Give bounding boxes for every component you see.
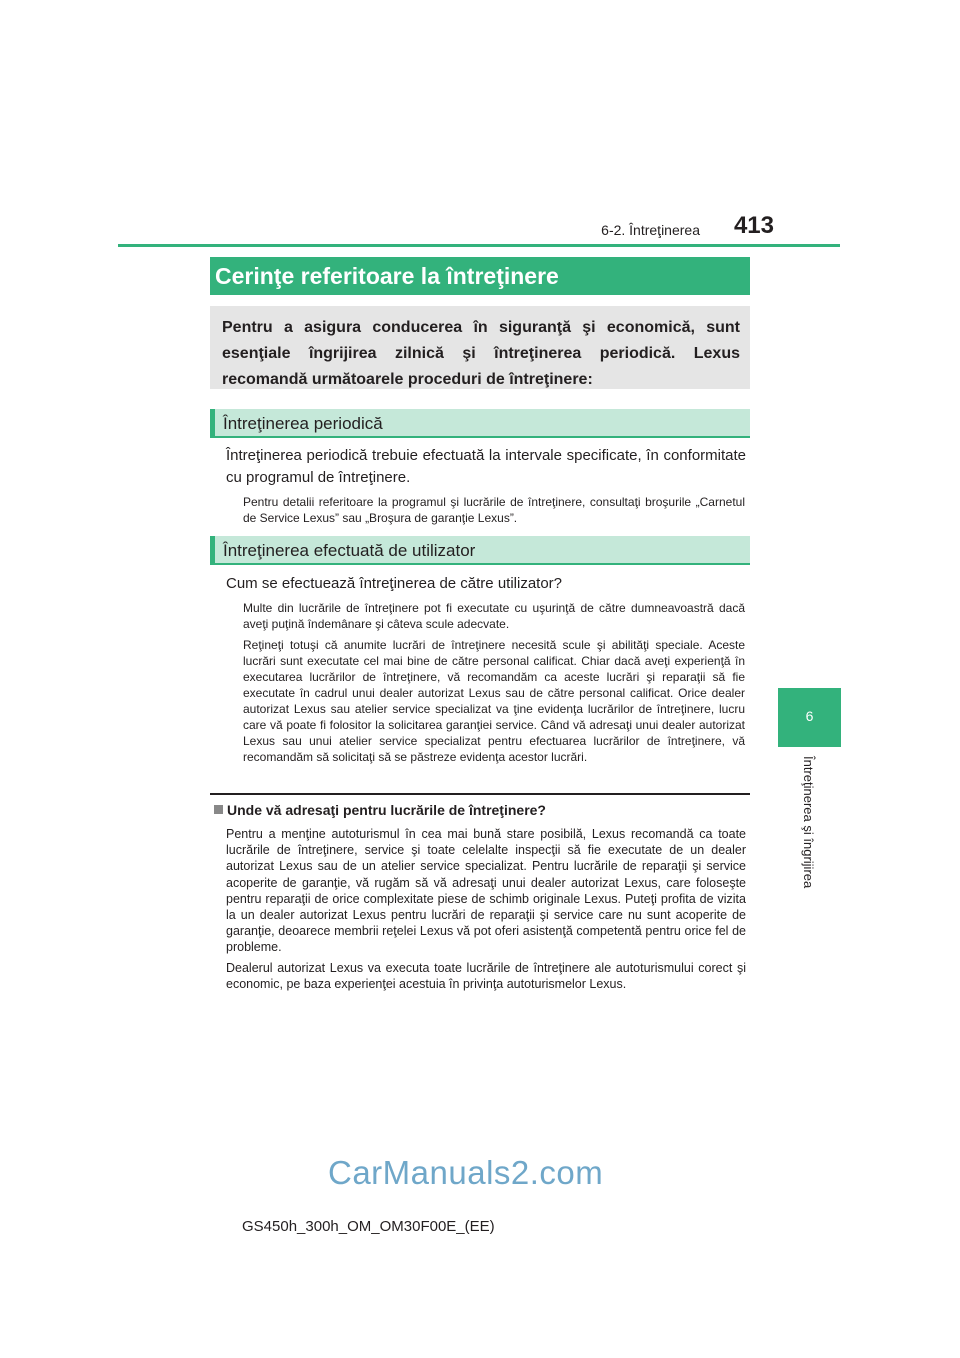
section-detail-periodic: Pentru detalii referitoare la programul şi lucrările de întreţinere, consultaţi broşurile „Carnetul de Service Lexus” sau „Broşura de garanţie Lexus”. — [243, 495, 745, 525]
section-heading-user: Întreţinerea efectuată de utilizator — [210, 536, 750, 565]
chapter-label: Întreţinerea şi îngrijirea — [801, 756, 816, 889]
section-body-periodic: Întreţinerea periodică trebuie efectuată la intervale specificate, în conformitate cu programul de întreţinere. — [226, 447, 746, 486]
page-number: 413 — [733, 212, 774, 239]
header-section: 6-2. Întreţinerea — [601, 222, 700, 238]
footer-code: GS450h_300h_OM_OM30F00E_(EE) — [242, 1218, 495, 1235]
divider — [210, 793, 750, 795]
page-title: Cerinţe referitoare la întreţinere — [210, 257, 750, 295]
intro-box: Pentru a asigura conducerea în siguranţă şi economică, sunt esenţiale îngrijirea zilnică şi întreţinerea periodică. Lexus recomandă următoarele proceduri de întreţinere: — [210, 306, 750, 389]
note-heading — [214, 802, 546, 818]
note-heading-text: Unde vă adresaţi pentru lucrările de întreţinere? — [227, 802, 546, 818]
chapter-tab: 6 — [778, 688, 841, 747]
section-detail-user-1: Multe din lucrările de întreţinere pot fi executate cu uşurinţă de către dumneavoastră dacă aveţi puţină îndemânare şi câteva scule adecvate. — [243, 601, 745, 631]
section-detail-user-2: Reţineţi totuşi că anumite lucrări de întreţinere necesită scule şi abilităţi speciale. Aceste lucrări sunt executate cel mai bine de către personal calificat. Chiar dacă aveţi experienţă în executarea lucrărilor de întreţinere, vă recomandăm ca aceste lucrări şi reparaţii să fie executate în cadrul unui dealer autorizat Lexus sau de către personal calificat. Orice dealer autorizat Lexus sau atelier service specializat va ţine evidenţa lucrărilor de întreţinere, lucru care vă poate fi folositor la solicitarea garanţiei service. Când vă adresaţi unui dealer autorizat Lexus sau unui atelier service specializat pentru efectuarea lucrărilor de întreţinere, vă recomandăm să solicitaţi să se păstreze evidenţa acestor lucrări. — [243, 638, 745, 764]
section-heading-periodic: Întreţinerea periodică — [210, 409, 750, 438]
section-body-user: Cum se efectuează întreţinerea de către utilizator? — [226, 575, 563, 592]
note-paragraph-1: Pentru a menţine autoturismul în cea mai bună stare posibilă, Lexus recomandă ca toate lucrările de întreţinere, service şi toate celelalte inspecţii să fie executate de un dealer autorizat Lexus sau de un atelier service specializat. Pentru lucrările de reparaţii şi service acoperite de garanţie, vă rugăm să vă adresaţi unui dealer autorizat Lexus, care foloseşte pentru reparaţii de orice complexitate piese de schimb originale Lexus. Puteţi profita de vizita la un dealer autorizat Lexus pentru lucrări de reparaţii şi service care nu sunt acoperite de garanţie, deoarece membrii reţelei Lexus vă pot oferi asistenţă competentă pentru orice fel de probleme. — [226, 827, 746, 955]
header-rule — [118, 244, 840, 247]
watermark: CarManuals2.com — [328, 1154, 604, 1191]
square-bullet-icon — [214, 805, 223, 814]
note-paragraph-2: Dealerul autorizat Lexus va executa toate lucrările de întreţinere ale autoturismului corect şi economic, pe baza experienţei acestuia în privinţa autoturismelor Lexus. — [226, 961, 746, 992]
